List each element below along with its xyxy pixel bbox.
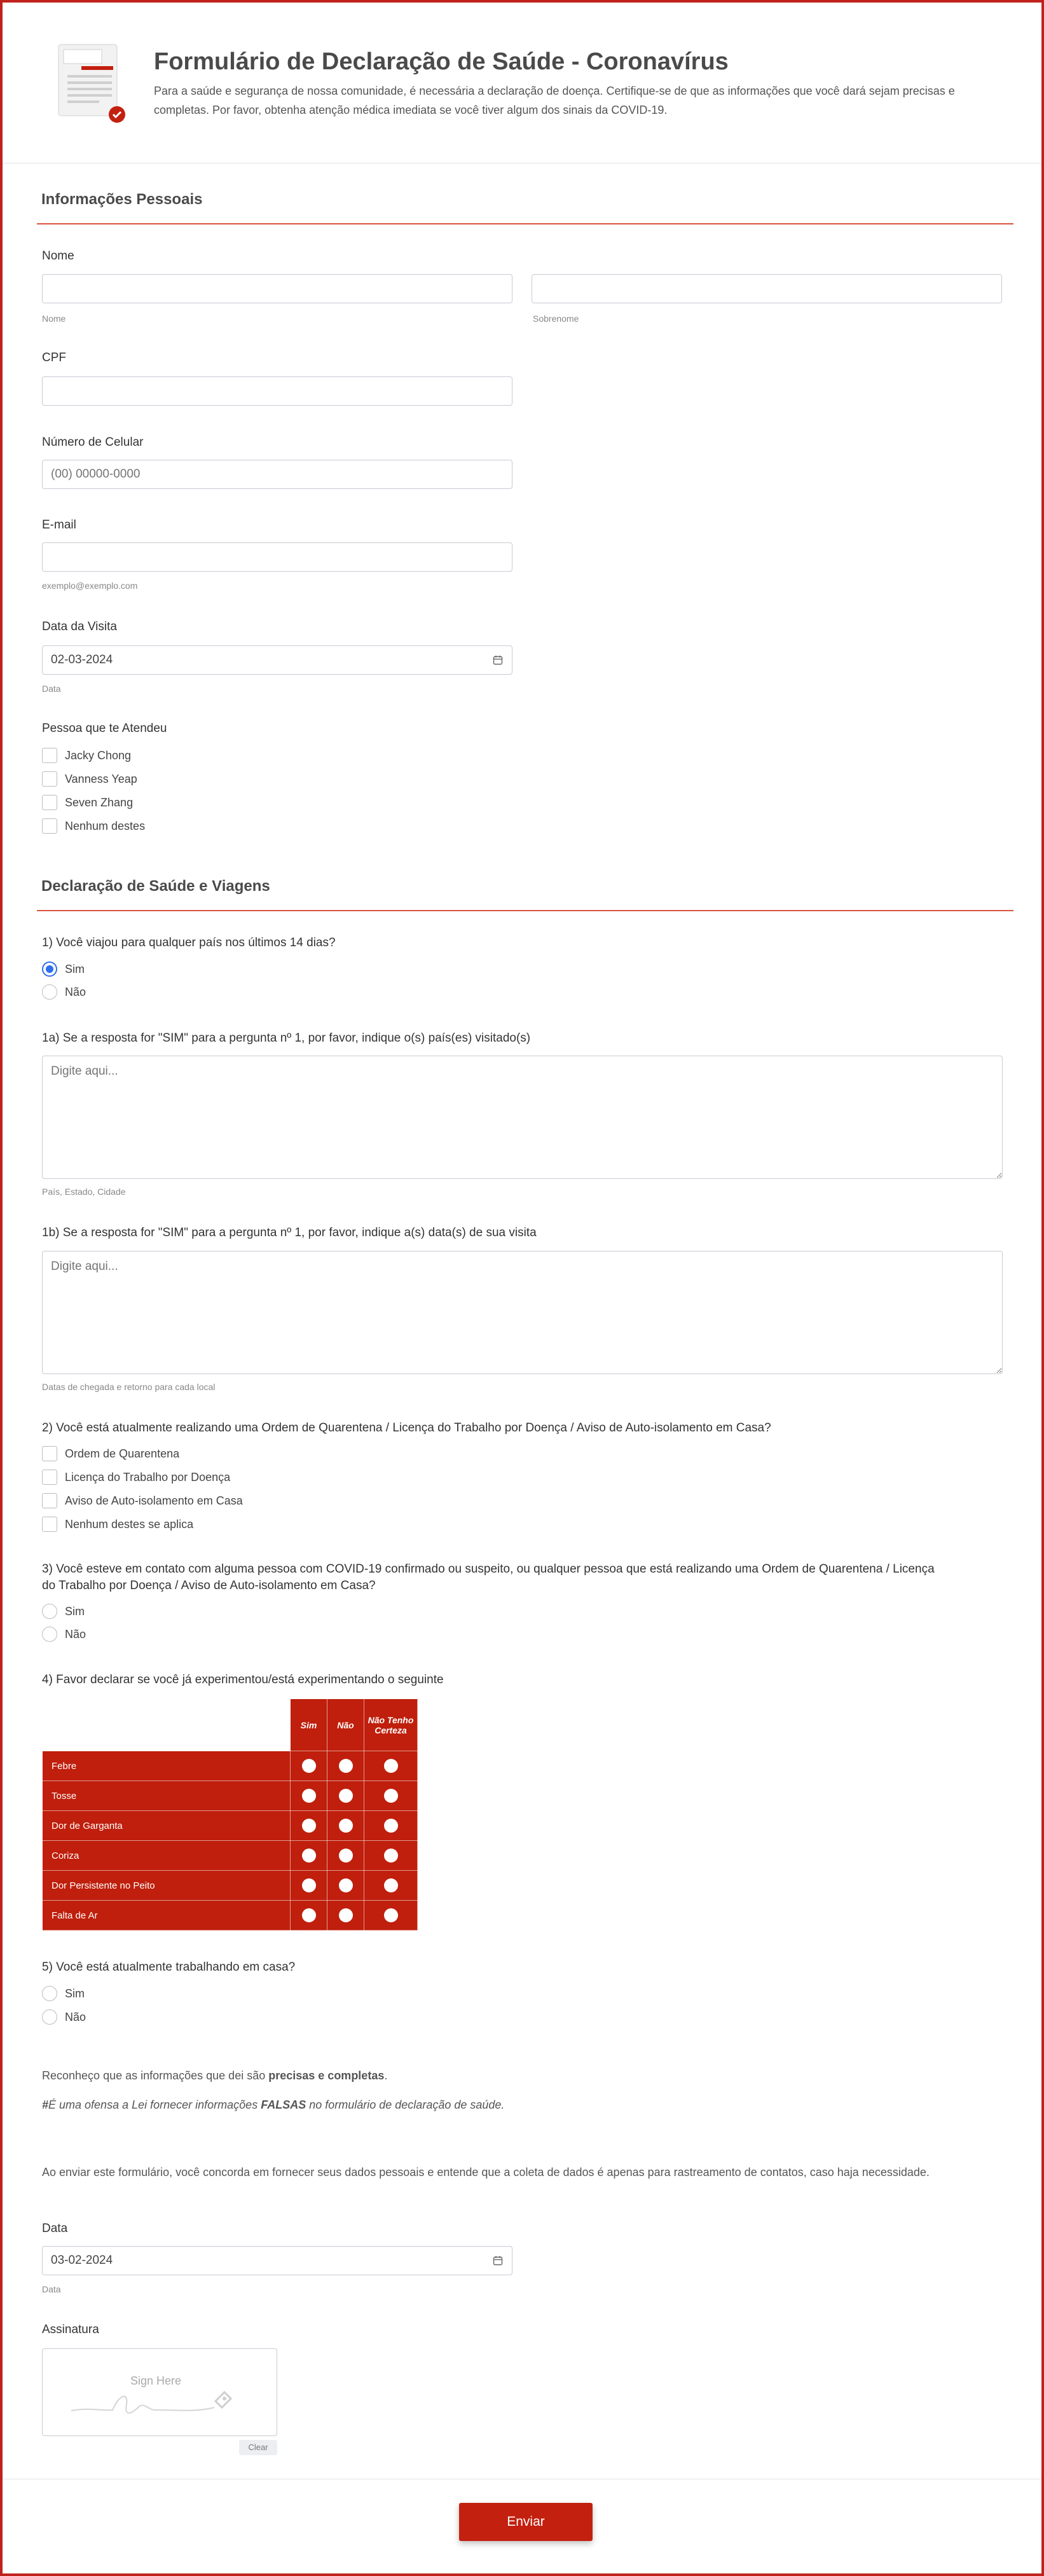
q2-label: 2) Você está atualmente realizando uma Ordem de Quarentena / Licença do Trabalho por Doença / Aviso de Auto-isolamento em Casa?: [42, 1421, 771, 1435]
matrix-row-label: Dor Persistente no Peito: [43, 1871, 291, 1901]
matrix-row-label: Coriza: [43, 1841, 291, 1871]
symptom-matrix: [42, 1698, 418, 1931]
calendar-icon[interactable]: [493, 2256, 503, 2266]
cpf-label: CPF: [42, 351, 66, 364]
q1b-label: 1b) Se a resposta for "SIM" para a pergunta nº 1, por favor, indique a(s) data(s) de sua visita: [42, 1226, 537, 1239]
section-divider: [37, 910, 1013, 911]
radio[interactable]: [42, 2009, 57, 2025]
checkbox[interactable]: [42, 1517, 57, 1532]
matrix-radio[interactable]: [339, 1759, 353, 1773]
q1-option-yes[interactable]: Sim: [42, 961, 85, 977]
checkbox[interactable]: [42, 795, 57, 810]
checkbox[interactable]: [42, 1470, 57, 1485]
q3-option-no[interactable]: Não: [42, 1626, 86, 1643]
matrix-radio[interactable]: [384, 1849, 398, 1863]
matrix-row-label: Dor de Garganta: [43, 1811, 291, 1841]
email-sublabel: exemplo@exemplo.com: [42, 581, 138, 591]
last-name-sublabel: Sobrenome: [533, 313, 579, 324]
radio[interactable]: [42, 984, 57, 1000]
q3-label-line2: do Trabalho por Doença / Aviso de Auto-isolamento em Casa?: [42, 1579, 376, 1592]
q5-option-no[interactable]: Não: [42, 2009, 86, 2025]
submit-button[interactable]: Enviar: [459, 2503, 593, 2541]
matrix-corner: [43, 1699, 291, 1751]
date-sublabel: Data: [42, 2284, 61, 2294]
visit-date-value: 02-03-2024: [51, 653, 113, 666]
visit-date-label: Data da Visita: [42, 620, 117, 633]
first-name-sublabel: Nome: [42, 313, 66, 324]
matrix-radio[interactable]: [384, 1789, 398, 1803]
sign-here-text: Sign Here: [130, 2374, 182, 2387]
matrix-radio[interactable]: [302, 1908, 316, 1922]
checkbox[interactable]: [42, 748, 57, 763]
email-input[interactable]: [42, 542, 512, 572]
q4-label: 4) Favor declarar se você já experimentou/está experimentando o seguinte: [42, 1673, 444, 1686]
q5-label: 5) Você está atualmente trabalhando em casa?: [42, 1960, 296, 1974]
matrix-radio[interactable]: [302, 1789, 316, 1803]
radio[interactable]: [42, 1627, 57, 1642]
form-title: Formulário de Declaração de Saúde - Coronavírus: [154, 48, 729, 75]
visit-date-sublabel: Data: [42, 684, 61, 694]
attended-option[interactable]: Vanness Yeap: [42, 771, 137, 787]
attended-option[interactable]: Nenhum destes: [42, 818, 145, 834]
matrix-radio[interactable]: [302, 1878, 316, 1892]
matrix-radio[interactable]: [339, 1908, 353, 1922]
clear-signature-button[interactable]: Clear: [239, 2440, 277, 2455]
consent-text: Ao enviar este formulário, você concorda em fornecer seus dados pessoais e entende que a coleta de dados é apenas para rastreamento de contatos, caso haja necessidade.: [42, 2166, 930, 2179]
matrix-row-label: Febre: [43, 1751, 291, 1781]
checkbox[interactable]: [42, 1446, 57, 1461]
matrix-radio[interactable]: [302, 1759, 316, 1773]
q1a-label: 1a) Se a resposta for "SIM" para a pergunta nº 1, por favor, indique o(s) país(es) visitado(s): [42, 1031, 531, 1045]
matrix-radio[interactable]: [339, 1819, 353, 1833]
matrix-radio[interactable]: [302, 1819, 316, 1833]
radio[interactable]: [42, 1986, 57, 2001]
matrix-radio[interactable]: [384, 1819, 398, 1833]
name-label: Nome: [42, 249, 74, 263]
visit-date-input[interactable]: [42, 645, 512, 675]
checkbox[interactable]: [42, 771, 57, 787]
legal-warning-text: #É uma ofensa a Lei fornecer informações FALSAS no formulário de declaração de saúde.: [42, 2098, 505, 2111]
matrix-row-label: Falta de Ar: [43, 1901, 291, 1931]
signature-pad[interactable]: [42, 2348, 277, 2436]
q1a-sublabel: País, Estado, Cidade: [42, 1187, 126, 1197]
matrix-radio[interactable]: [384, 1878, 398, 1892]
q2-option[interactable]: Licença do Trabalho por Doença: [42, 1469, 230, 1485]
radio-selected[interactable]: [42, 961, 57, 977]
q1a-textarea[interactable]: [42, 1056, 1003, 1179]
radio[interactable]: [42, 1604, 57, 1619]
attended-option[interactable]: Seven Zhang: [42, 794, 133, 811]
phone-input[interactable]: [42, 460, 512, 489]
date-label: Data: [42, 2222, 68, 2235]
q3-option-yes[interactable]: Sim: [42, 1603, 85, 1620]
q2-option[interactable]: Ordem de Quarentena: [42, 1445, 179, 1462]
calendar-icon[interactable]: [493, 655, 503, 665]
q3-label-line1: 3) Você esteve em contato com alguma pessoa com COVID-19 confirmado ou suspeito, ou qualquer pessoa que está realizando uma Ordem de Quarentena / Licença: [42, 1562, 935, 1576]
q5-option-yes[interactable]: Sim: [42, 1985, 85, 2002]
matrix-radio[interactable]: [339, 1789, 353, 1803]
acknowledgement-text: Reconheço que as informações que dei são precisas e completas.: [42, 2069, 388, 2082]
attended-label: Pessoa que te Atendeu: [42, 722, 167, 735]
matrix-radio[interactable]: [339, 1878, 353, 1892]
q1-option-no[interactable]: Não: [42, 984, 86, 1000]
matrix-radio[interactable]: [384, 1759, 398, 1773]
signature-placeholder-icon: [68, 2382, 252, 2420]
matrix-column-header: Não: [327, 1699, 364, 1751]
section-title-health: Declaração de Saúde e Viagens: [41, 878, 270, 895]
phone-label: Número de Celular: [42, 436, 144, 449]
date-value: 03-02-2024: [51, 2254, 113, 2267]
section-divider: [37, 223, 1013, 224]
attended-option[interactable]: Jacky Chong: [42, 747, 131, 764]
email-label: E-mail: [42, 518, 76, 532]
last-name-input[interactable]: [532, 274, 1002, 303]
form-description: Para a saúde e segurança de nossa comunidade, é necessária a declaração de doença. Certifique-se de que as informações que você dará sejam precisas e completas. Por favor, obtenha atenção médica imediata se você tiver algum dos sinais da COVID-19.: [154, 85, 955, 116]
matrix-radio[interactable]: [339, 1849, 353, 1863]
q1b-sublabel: Datas de chegada e retorno para cada local: [42, 1382, 216, 1392]
date-input[interactable]: [42, 2246, 512, 2275]
matrix-row-label: Tosse: [43, 1781, 291, 1811]
form-document-icon: [55, 41, 130, 123]
matrix-column-header: Sim: [291, 1699, 327, 1751]
q1b-textarea[interactable]: [42, 1251, 1003, 1374]
q2-option[interactable]: Aviso de Auto-isolamento em Casa: [42, 1492, 243, 1509]
checkbox[interactable]: [42, 1493, 57, 1508]
q2-option[interactable]: Nenhum destes se aplica: [42, 1516, 193, 1533]
matrix-column-header: Não Tenho Certeza: [364, 1699, 418, 1751]
checkbox[interactable]: [42, 818, 57, 834]
section-title-personal: Informações Pessoais: [41, 191, 203, 208]
first-name-input[interactable]: [42, 274, 512, 303]
matrix-radio[interactable]: [384, 1908, 398, 1922]
matrix-radio[interactable]: [302, 1849, 316, 1863]
signature-label: Assinatura: [42, 2323, 99, 2336]
cpf-input[interactable]: [42, 376, 512, 406]
q1-label: 1) Você viajou para qualquer país nos últimos 14 dias?: [42, 936, 336, 949]
